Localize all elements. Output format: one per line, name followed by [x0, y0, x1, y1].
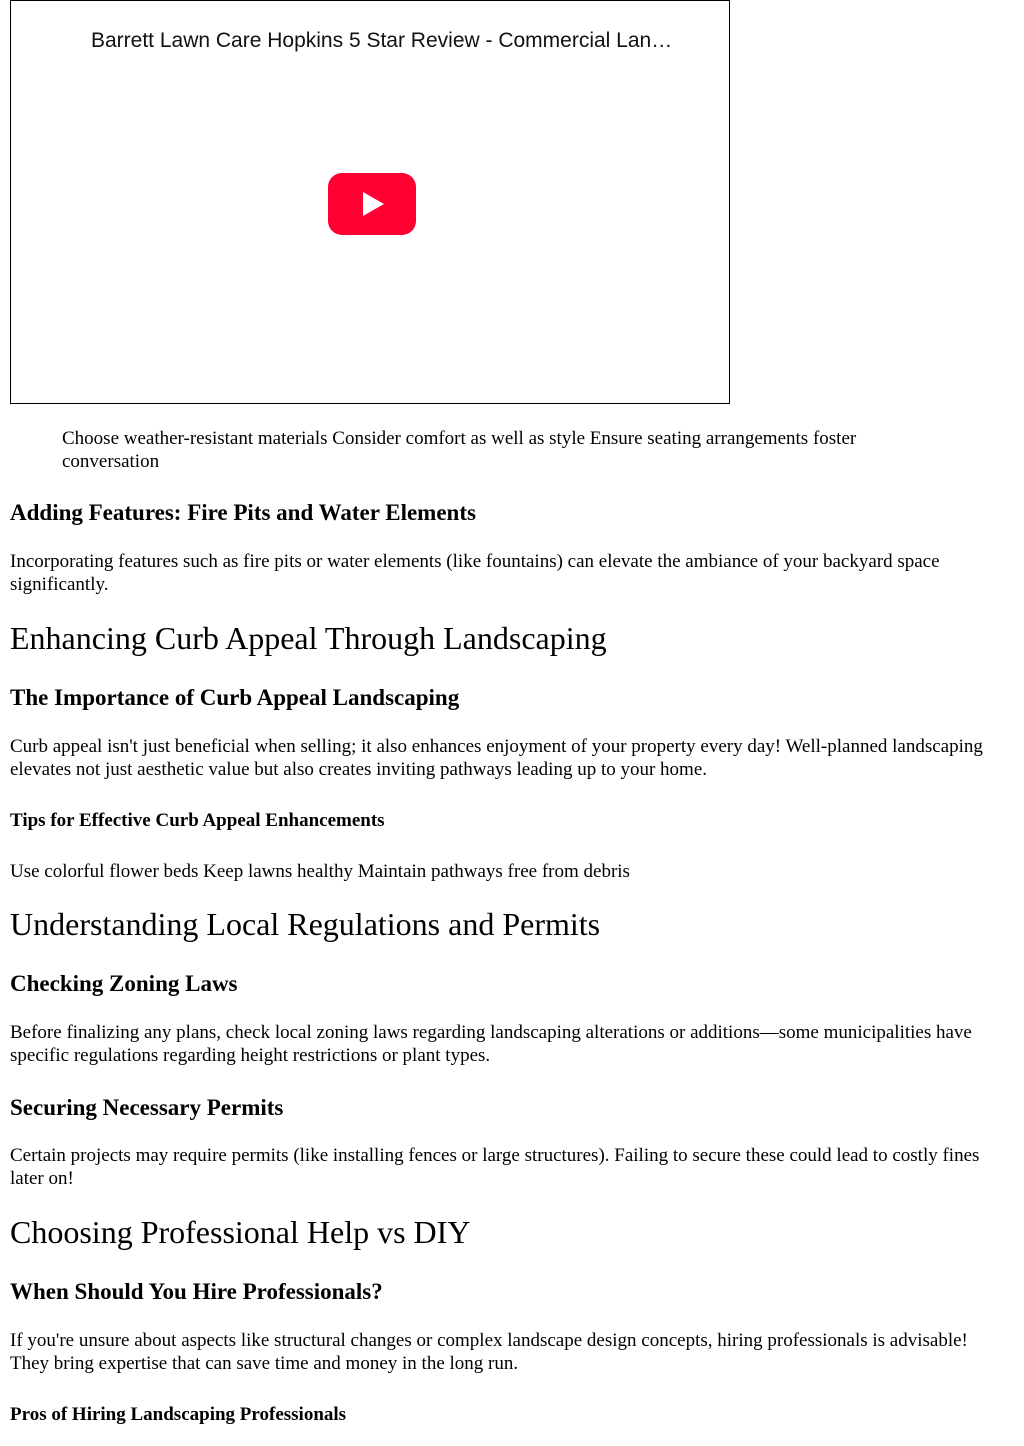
permits-heading: Securing Necessary Permits	[10, 1095, 284, 1120]
curb-appeal-heading: Enhancing Curb Appeal Through Landscaping	[10, 620, 607, 656]
features-paragraph: Incorporating features such as fire pits or water elements (like fountains) can elevate the ambiance of your backyard space significantly.	[10, 551, 940, 595]
hire-heading: When Should You Hire Professionals?	[10, 1279, 383, 1304]
features-heading: Adding Features: Fire Pits and Water Elements	[10, 500, 476, 525]
zoning-paragraph: Before finalizing any plans, check local zoning laws regarding landscaping alterations or additions—some municipalities have specific regulations regarding height restrictions or plant types.	[10, 1022, 972, 1066]
seating-tips-list: Choose weather-resistant materials Consider comfort as well as style Ensure seating arrangements foster conversation	[62, 428, 857, 472]
importance-heading: The Importance of Curb Appeal Landscaping	[10, 685, 460, 710]
tips-heading: Tips for Effective Curb Appeal Enhancements	[10, 810, 385, 831]
importance-paragraph: Curb appeal isn't just beneficial when selling; it also enhances enjoyment of your property every day! Well-planned landscaping elevates not just aesthetic value but also creates inviting pathways leading up to your home.	[10, 736, 983, 780]
pros-heading: Pros of Hiring Landscaping Professionals	[10, 1404, 347, 1425]
permits-paragraph: Certain projects may require permits (like installing fences or large structures). Failing to secure these could lead to costly fines later on!	[10, 1145, 980, 1189]
zoning-heading: Checking Zoning Laws	[10, 971, 238, 996]
hire-paragraph: If you're unsure about aspects like structural changes or complex landscape design concepts, hiring professionals is advisable! They bring expertise that can save time and money in the long run.	[10, 1330, 968, 1374]
play-button[interactable]	[328, 173, 416, 235]
video-embed[interactable]	[10, 0, 730, 404]
pro-vs-diy-heading: Choosing Professional Help vs DIY	[10, 1214, 471, 1250]
tips-paragraph: Use colorful flower beds Keep lawns healthy Maintain pathways free from debris	[10, 861, 630, 882]
play-icon	[328, 173, 416, 235]
video-title[interactable]: Barrett Lawn Care Hopkins 5 Star Review - Commercial Lan…	[91, 29, 673, 52]
regulations-heading: Understanding Local Regulations and Permits	[10, 906, 601, 942]
